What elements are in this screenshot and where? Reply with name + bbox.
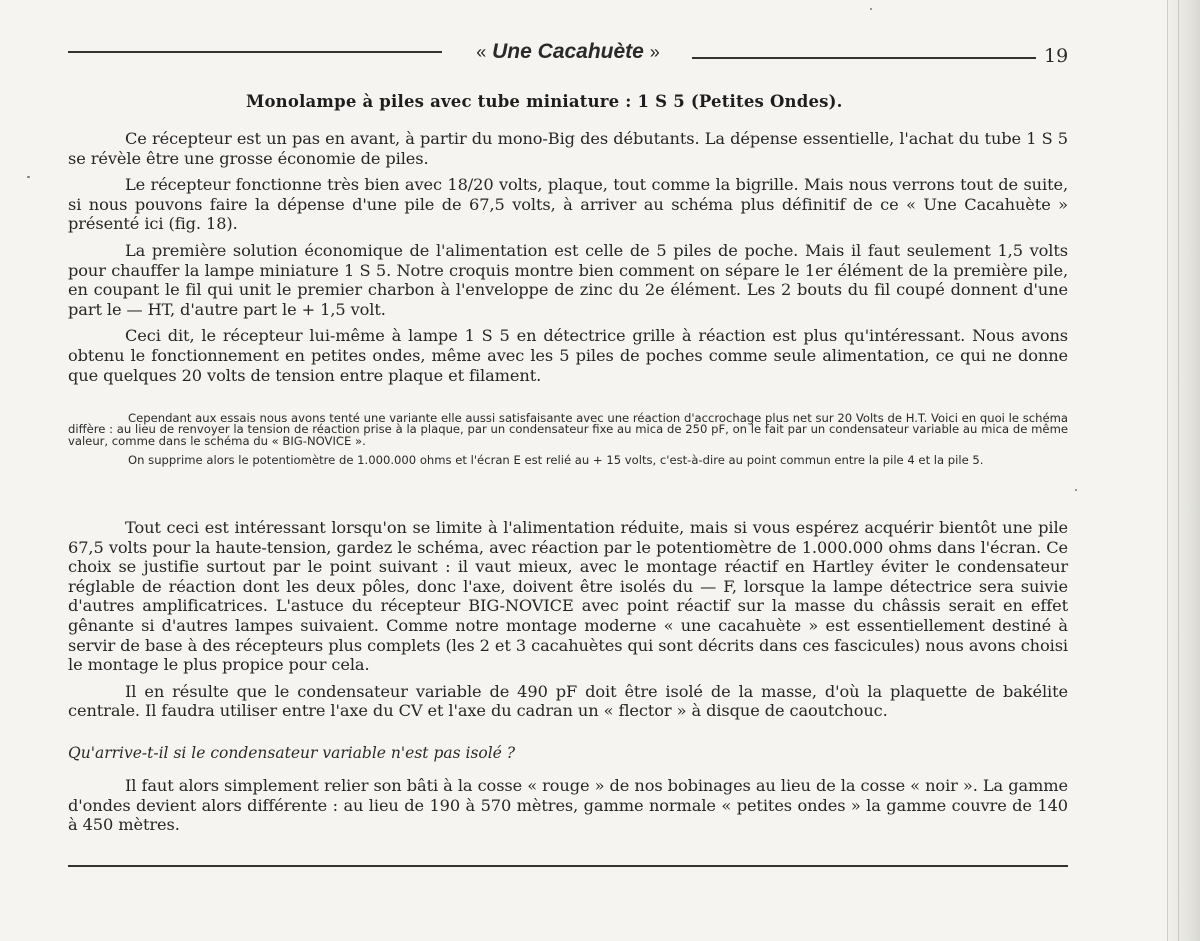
paragraph: Ce récepteur est un pas en avant, à partir du mono-Big des débutants. La dépense essentielle, l'achat du tube 1 S 5 se révèle être une grosse économie de piles. bbox=[68, 129, 1068, 168]
paragraph: Il faut alors simplement relier son bâti à la cosse « rouge » de nos bobinages au lieu de la cosse « noir ». La gamme d'ondes devient alors différente : au lieu de 190 à 570 mètres, gamme normale « petites ondes » la gamme couvre de 140 à 450 mètres. bbox=[68, 776, 1068, 835]
paragraph: La première solution économique de l'alimentation est celle de 5 piles de poche. Mais il faut seulement 1,5 volts pour chauffer la lampe miniature 1 S 5. Notre croquis montre bien comment on sépare le 1er élément de la première pile, en coupant le fil qui unit le premier charbon à l'enveloppe de zinc du 2e élément. Les 2 bouts du fil coupé donnent d'une part le — HT, d'autre part le + 1,5 volt. bbox=[68, 240, 1068, 319]
body-section-2 bbox=[68, 518, 1068, 721]
print-speck bbox=[1075, 489, 1077, 491]
close-quote: » bbox=[649, 42, 660, 62]
running-title bbox=[450, 40, 686, 64]
body-section-3 bbox=[68, 776, 1068, 835]
section-subheading: Qu'arrive-t-il si le condensateur variable n'est pas isolé ? bbox=[68, 744, 516, 762]
binding-edge bbox=[1167, 0, 1200, 941]
open-quote: « bbox=[476, 42, 487, 62]
print-speck bbox=[27, 176, 30, 178]
paragraph: Tout ceci est intéressant lorsqu'on se limite à l'alimentation réduite, mais si vous espérez acquérir bientôt une pile 67,5 volts pour la haute-tension, gardez le schéma, avec réaction par le potentiomètre de 1.000.000 ohms dans l'écran. Ce choix se justifie surtout par le point suivant : il vaut mieux, avec le montage réactif en Hartley éviter le condensateur réglable de réaction dont les deux pôles, donc l'axe, doivent être isolés du — F, lorsque la lampe détectrice sera suivie d'autres amplificatrices. L'astuce du récepteur BIG-NOVICE avec point réactif sur la masse du châssis serait en effet gênante si d'autres lampes suivaient. Comme notre montage moderne « une cacahuète » est essentiellement destiné à servir de base à des récepteurs plus complets (les 2 et 3 cacahuètes qui sont décrits dans ces fascicules) nous avons choisi le montage le plus propice pour cela. bbox=[68, 518, 1068, 675]
paragraph: Ceci dit, le récepteur lui-même à lampe 1 S 5 en détectrice grille à réaction est plus qu'intéressant. Nous avons obtenu le fonctionnement en petites ondes, même avec les 5 piles de poches comme seule alimentation, ce qui ne donne que quelques 20 volts de tension entre plaque et filament. bbox=[68, 326, 1068, 385]
small-print-section bbox=[68, 413, 1068, 467]
footer-rule bbox=[68, 865, 1068, 867]
running-title-text: Une Cacahuète bbox=[492, 40, 644, 63]
page-number: 19 bbox=[1044, 45, 1069, 67]
header-rule-right bbox=[692, 57, 1036, 59]
article-title: Monolampe à piles avec tube miniature : 1 S 5 (Petites Ondes). bbox=[246, 92, 843, 111]
header-rule-left bbox=[68, 51, 442, 53]
small-paragraph: On supprime alors le potentiomètre de 1.000.000 ohms et l'écran E est relié au + 15 volts, c'est-à-dire au point commun entre la pile 4 et la pile 5. bbox=[128, 453, 984, 468]
paragraph: Le récepteur fonctionne très bien avec 18/20 volts, plaque, tout comme la bigrille. Mais nous verrons tout de suite, si nous pouvons faire la dépense d'une pile de 67,5 volts, à arriver au schéma plus définitif de ce « Une Cacahuète » présenté ici (fig. 18). bbox=[68, 175, 1068, 234]
small-paragraph: Cependant aux essais nous avons tenté une variante elle aussi satisfaisante avec une réaction d'accrochage plus net sur 20 Volts de H.T. Voici en quoi le schéma diffère : au lieu de renvoyer la tension de réaction prise à la plaque, par un condensateur fixe au mica de 250 pF, on le fait par un condensateur variable au mica de même valeur, comme dans le schéma du « BIG-NOVICE ». bbox=[68, 411, 1068, 448]
body-section-1 bbox=[68, 129, 1068, 385]
print-speck bbox=[870, 8, 872, 10]
paragraph: Il en résulte que le condensateur variable de 490 pF doit être isolé de la masse, d'où la plaquette de bakélite centrale. Il faudra utiliser entre l'axe du CV et l'axe du cadran un « flector » à disque de caoutchouc. bbox=[68, 681, 1068, 721]
